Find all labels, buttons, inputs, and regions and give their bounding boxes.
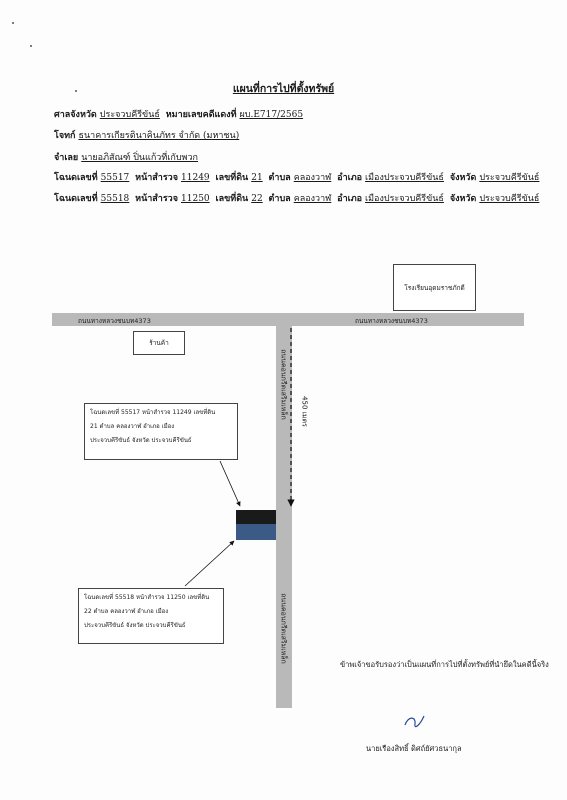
plot2-line: ประจวบคีรีขันธ์ จังหวัด ประจวบคีรีขันธ์ <box>84 622 186 629</box>
province-value: ประจวบคีรีขันธ์ <box>479 173 540 183</box>
distance-label: 450 เมตร <box>300 396 309 427</box>
district-value: เมืองประจวบคีรีขันธ์ <box>365 173 444 183</box>
subdistrict-label: ตำบล <box>268 194 291 204</box>
side-road-label-top: ถนนคอนกรีตเสริมเหล็ก <box>279 349 288 420</box>
signer-name: นายเรืองสิทธิ์ ดิศถ์ยัศวธนากุล <box>366 744 462 753</box>
court-value: ประจวบคีรีขันธ์ <box>99 110 160 120</box>
land-no-label: เลขที่ดิน <box>215 194 249 204</box>
province-value: ประจวบคีรีขันธ์ <box>479 194 540 204</box>
side-road-label-bottom: ถนนคอนกรีตเสริมเหล็ก <box>279 593 288 664</box>
main-road-label-left: ถนนทางหลวงชนบท4373 <box>78 317 151 325</box>
plot1-line: ประจวบคีรีขันธ์ จังหวัด ประจวบคีรีขันธ์ <box>90 437 192 444</box>
school-label: โรงเรียนอุดมราชภักดี <box>404 283 465 292</box>
case-value: ผบ.E717/2565 <box>239 110 304 120</box>
case-label: หมายเลขคดีแดงที่ <box>165 110 237 120</box>
survey-label: หน้าสำรวจ <box>135 194 179 204</box>
plot1-line: 21 ตำบล คลองวาฬ อำเภอ เมือง <box>90 423 175 430</box>
plot2-pointer-arrow <box>185 541 234 586</box>
district-label: อำเภอ <box>337 194 363 204</box>
deed-number: 55517 <box>100 173 130 183</box>
deed-label: โฉนดเลขที่ <box>54 194 98 204</box>
deed-label: โฉนดเลขที่ <box>54 173 98 183</box>
main-road-label-right: ถนนทางหลวงชนบท4373 <box>355 317 428 325</box>
district-label: อำเภอ <box>337 173 363 183</box>
survey-number: 11250 <box>181 194 210 204</box>
survey-number: 11249 <box>181 173 210 183</box>
defendant-value: นายอภิสัณฑ์ ปิ่นแก้วที่เกับพวก <box>81 153 198 163</box>
land-number: 22 <box>251 194 263 204</box>
certification-text: ข้าพเจ้าขอรับรองว่าเป็นแผนที่การไปที่ตั้งทรัพย์ที่นำยึดในคดีนี้จริง <box>340 660 549 669</box>
subdistrict-label: ตำบล <box>268 173 291 183</box>
subdistrict-value: คลองวาฬ <box>293 173 332 183</box>
subdistrict-value: คลองวาฬ <box>293 194 332 204</box>
land-no-label: เลขที่ดิน <box>215 173 249 183</box>
court-label: ศาลจังหวัด <box>54 110 97 120</box>
plaintiff-label: โจทก์ <box>54 131 76 141</box>
district-value: เมืองประจวบคีรีขันธ์ <box>365 194 444 204</box>
signature-mark <box>405 716 424 727</box>
plot2-line: 22 ตำบล คลองวาฬ อำเภอ เมือง <box>84 608 169 615</box>
plot1-pointer-arrow <box>220 461 240 506</box>
page-title: แผนที่การไปที่ตั้งทรัพย์ <box>232 83 335 95</box>
deed-number: 55518 <box>100 194 130 204</box>
survey-label: หน้าสำรวจ <box>135 173 179 183</box>
plaintiff-value: ธนาคารเกียรตินาคินภัทร จำกัด (มหาชน) <box>78 131 240 141</box>
province-label: จังหวัด <box>449 194 477 204</box>
province-label: จังหวัด <box>449 173 477 183</box>
defendant-label: จำเลย <box>54 153 79 163</box>
shop-label: ร้านค้า <box>149 339 169 347</box>
plot2-line: โฉนดเลขที่ 55518 หน้าสำรวจ 11250 เลขที่ดิน <box>84 594 210 601</box>
land-number: 21 <box>251 173 263 183</box>
plot1-line: โฉนดเลขที่ 55517 หน้าสำรวจ 11249 เลขที่ดิน <box>90 409 216 416</box>
